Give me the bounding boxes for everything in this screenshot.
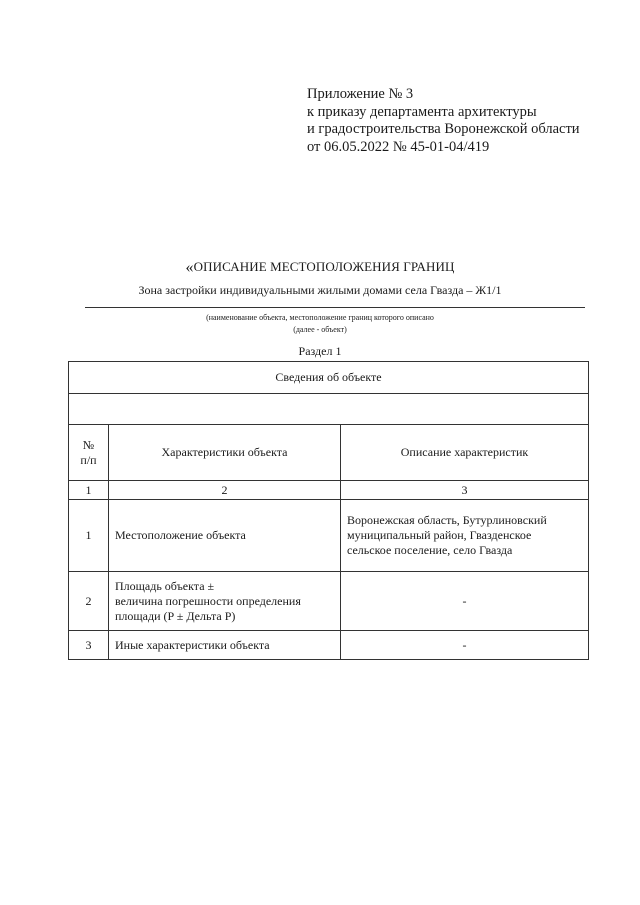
table-title: Сведения об объекте [69,362,589,394]
header-characteristics: Характеристики объекта [109,425,341,481]
header-num [69,425,109,481]
description-line: сельское поселение, село Гвазда [347,543,513,557]
characteristic-line: Иные характеристики объекта [115,637,270,652]
table-row [69,500,589,572]
table-row [69,631,589,660]
table-blank-row [69,394,589,425]
title-text: ОПИСАНИЕ МЕСТОПОЛОЖЕНИЯ ГРАНИЦ [193,259,455,274]
title-quote-mark: « [185,259,194,276]
note-line-2: (далее - объект) [293,324,347,334]
column-numbers-row [69,481,589,500]
column-number: 2 [109,481,341,500]
appendix-date-line: от 06.05.2022 № 45-01-04/419 [307,138,490,155]
characteristic-line: площади (P ± Дельта P) [115,608,236,623]
column-number: 3 [341,481,589,500]
characteristic-line: Площадь объекта ± [115,578,215,593]
description-line: Воронежская область, Бутурлиновский [347,513,547,527]
table-row [69,572,589,631]
header-num-line-2: п/п [80,452,97,467]
section-label: Раздел 1 [298,344,342,358]
header-description: Описание характеристик [341,425,589,481]
description-line: - [462,593,467,608]
object-info-table [68,361,589,660]
row-number: 1 [69,500,109,572]
header-num-line-1: № [82,437,95,452]
characteristic-line: величина погрешности определения [115,593,301,608]
characteristic-line: Местоположение объекта [115,528,246,542]
appendix-department-line: и градостроительства Воронежской области [307,121,580,137]
description-line: - [462,637,467,652]
object-name-note [0,312,640,335]
row-description [341,572,589,631]
column-number: 1 [69,481,109,500]
row-characteristic [109,572,341,631]
appendix-header [307,86,627,156]
appendix-order-line: к приказу департамента архитектуры [307,103,537,120]
document-title [0,258,640,276]
zone-underline [85,307,585,308]
zone-name: Зона застройки индивидуальными жилыми домами села Гвазда – Ж1/1 [138,283,502,297]
table-header-row [69,425,589,481]
row-description [341,631,589,660]
row-description [341,500,589,572]
row-number: 3 [69,631,109,660]
row-number: 2 [69,572,109,631]
note-line-1: (наименование объекта, местоположение границ которого описано [206,313,434,322]
row-characteristic [109,500,341,572]
description-line: муниципальный район, Гвазденское [347,528,532,542]
appendix-number: Приложение № 3 [307,86,414,102]
table-title-row [69,362,589,394]
blank-cell [69,394,589,425]
row-characteristic [109,631,341,660]
